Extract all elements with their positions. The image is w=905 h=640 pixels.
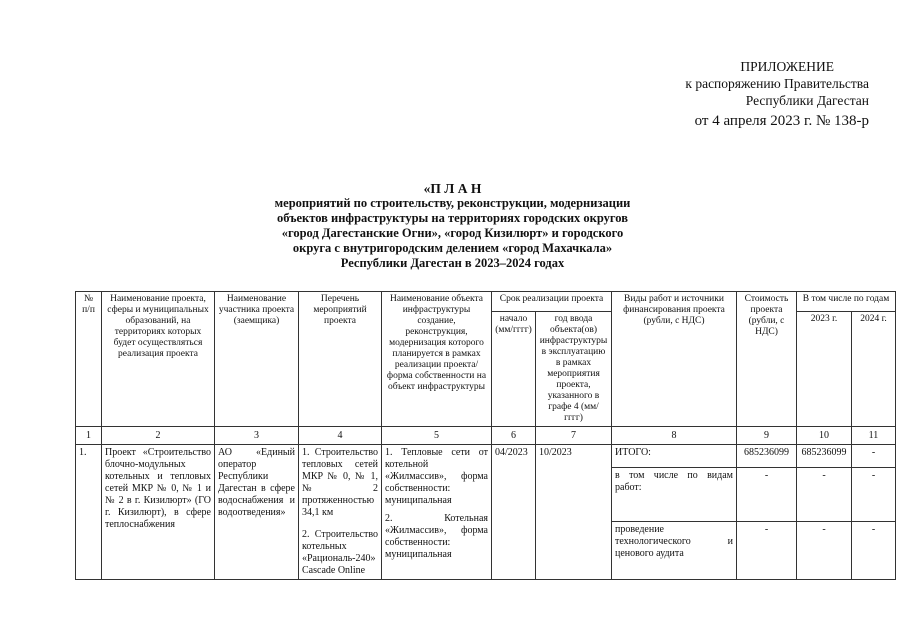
row1-cost-bytype: - xyxy=(737,467,797,521)
colnum-2: 2 xyxy=(102,427,215,445)
row1-object1: 1. Тепловые сети от котельной «Жилмассив», форма собственности: муниципальная xyxy=(385,447,488,506)
row1-works-total: ИТОГО: xyxy=(612,445,737,468)
row1-measure1: 1. Строительство тепловых сетей МКР № 0, № 1, № 2 протяженностью 34,1 км xyxy=(302,447,378,518)
title-heading: «П Л А Н xyxy=(423,181,482,196)
header-measures: Перечень мероприятий проекта xyxy=(299,292,382,427)
title-line4: округа с внутригородским делением «город Махачкала» xyxy=(292,241,613,255)
row1-end: 10/2023 xyxy=(536,445,612,580)
colnum-10: 10 xyxy=(797,427,852,445)
row1-participant: АО «Единый оператор Республики Дагестан в сфере водоснабжения и водоотведения» xyxy=(215,445,299,580)
colnum-11: 11 xyxy=(852,427,896,445)
header-works: Виды работ и источники финансирования проекта (рубли, с НДС) xyxy=(612,292,737,427)
appendix-block xyxy=(685,58,869,130)
header-participant: Наименование участника проекта (заемщика) xyxy=(215,292,299,427)
colnum-3: 3 xyxy=(215,427,299,445)
plan-table xyxy=(75,291,896,580)
row1-2023-total: 685236099 xyxy=(797,445,852,468)
colnum-1: 1 xyxy=(76,427,102,445)
colnum-4: 4 xyxy=(299,427,382,445)
header-project: Наименование проекта, сферы и муниципальных образований, на территориях которых будет осуществляться реализация проекта xyxy=(102,292,215,427)
header-start: начало (мм/гггг) xyxy=(492,312,536,427)
title-line3: «город Дагестанские Огни», «город Кизилюрт» и городского xyxy=(281,226,624,240)
colnum-5: 5 xyxy=(382,427,492,445)
colnum-6: 6 xyxy=(492,427,536,445)
row1-2024-total: - xyxy=(852,445,896,468)
header-commission: год ввода объекта(ов) инфраструктуры в эксплуатацию в рамках мероприятия проекта, указанного в графе 4 (мм/гггг) xyxy=(536,312,612,427)
header-period: Срок реализации проекта xyxy=(492,292,612,312)
appendix-date: от 4 апреля 2023 г. № 138-р xyxy=(694,113,869,129)
row1-cost-audit: - xyxy=(737,521,797,579)
row1-2023-bytype: - xyxy=(797,467,852,521)
row1-works-bytype: в том числе по видам работ: xyxy=(612,467,737,521)
header-byyear: В том числе по годам xyxy=(797,292,896,312)
document-title xyxy=(0,181,905,271)
appendix-line2: к распоряжению Правительства xyxy=(685,76,869,91)
row1-works-audit: проведение технологического и ценового аудита xyxy=(612,521,737,579)
header-object: Наименование объекта инфраструктуры создание, реконструкция, модернизация которого планируется в рамках реализации проекта/форма собственности на объект инфраструктуры xyxy=(382,292,492,427)
row1-measures xyxy=(299,445,382,580)
row1-cost-total: 685236099 xyxy=(737,445,797,468)
row1-objects xyxy=(382,445,492,580)
title-line5: Республики Дагестан в 2023–2024 годах xyxy=(340,256,565,270)
header-num: № п/п xyxy=(76,292,102,427)
row1-2024-bytype: - xyxy=(852,467,896,521)
appendix-label: ПРИЛОЖЕНИЕ xyxy=(740,59,834,74)
row1-object2: 2. Котельная «Жилмассив», форма собственности: муниципальная xyxy=(385,513,488,560)
header-2023: 2023 г. xyxy=(797,312,852,427)
row1-measure2: 2. Строительство котельных «Рациональ-240» Cascade Online xyxy=(302,529,378,576)
row1-2023-audit: - xyxy=(797,521,852,579)
row1-start: 04/2023 xyxy=(492,445,536,580)
row1-num: 1. xyxy=(76,445,102,580)
header-cost: Стоимость проекта (рубли, с НДС) xyxy=(737,292,797,427)
appendix-line3: Республики Дагестан xyxy=(745,93,869,108)
row1-project: Проект «Строительство блочно-модульных котельных и тепловых сетей МКР № 0, № 1 и № 2 в г. Кизилюрт» (ГО г. Кизилюрт), в сфере теплоснабжения xyxy=(102,445,215,580)
row1-2024-audit: - xyxy=(852,521,896,579)
title-line1: мероприятий по строительству, реконструкции, модернизации xyxy=(274,196,631,210)
colnum-7: 7 xyxy=(536,427,612,445)
colnum-9: 9 xyxy=(737,427,797,445)
title-line2: объектов инфраструктуры на территориях городских округов xyxy=(277,211,628,225)
colnum-8: 8 xyxy=(612,427,737,445)
header-2024: 2024 г. xyxy=(852,312,896,427)
